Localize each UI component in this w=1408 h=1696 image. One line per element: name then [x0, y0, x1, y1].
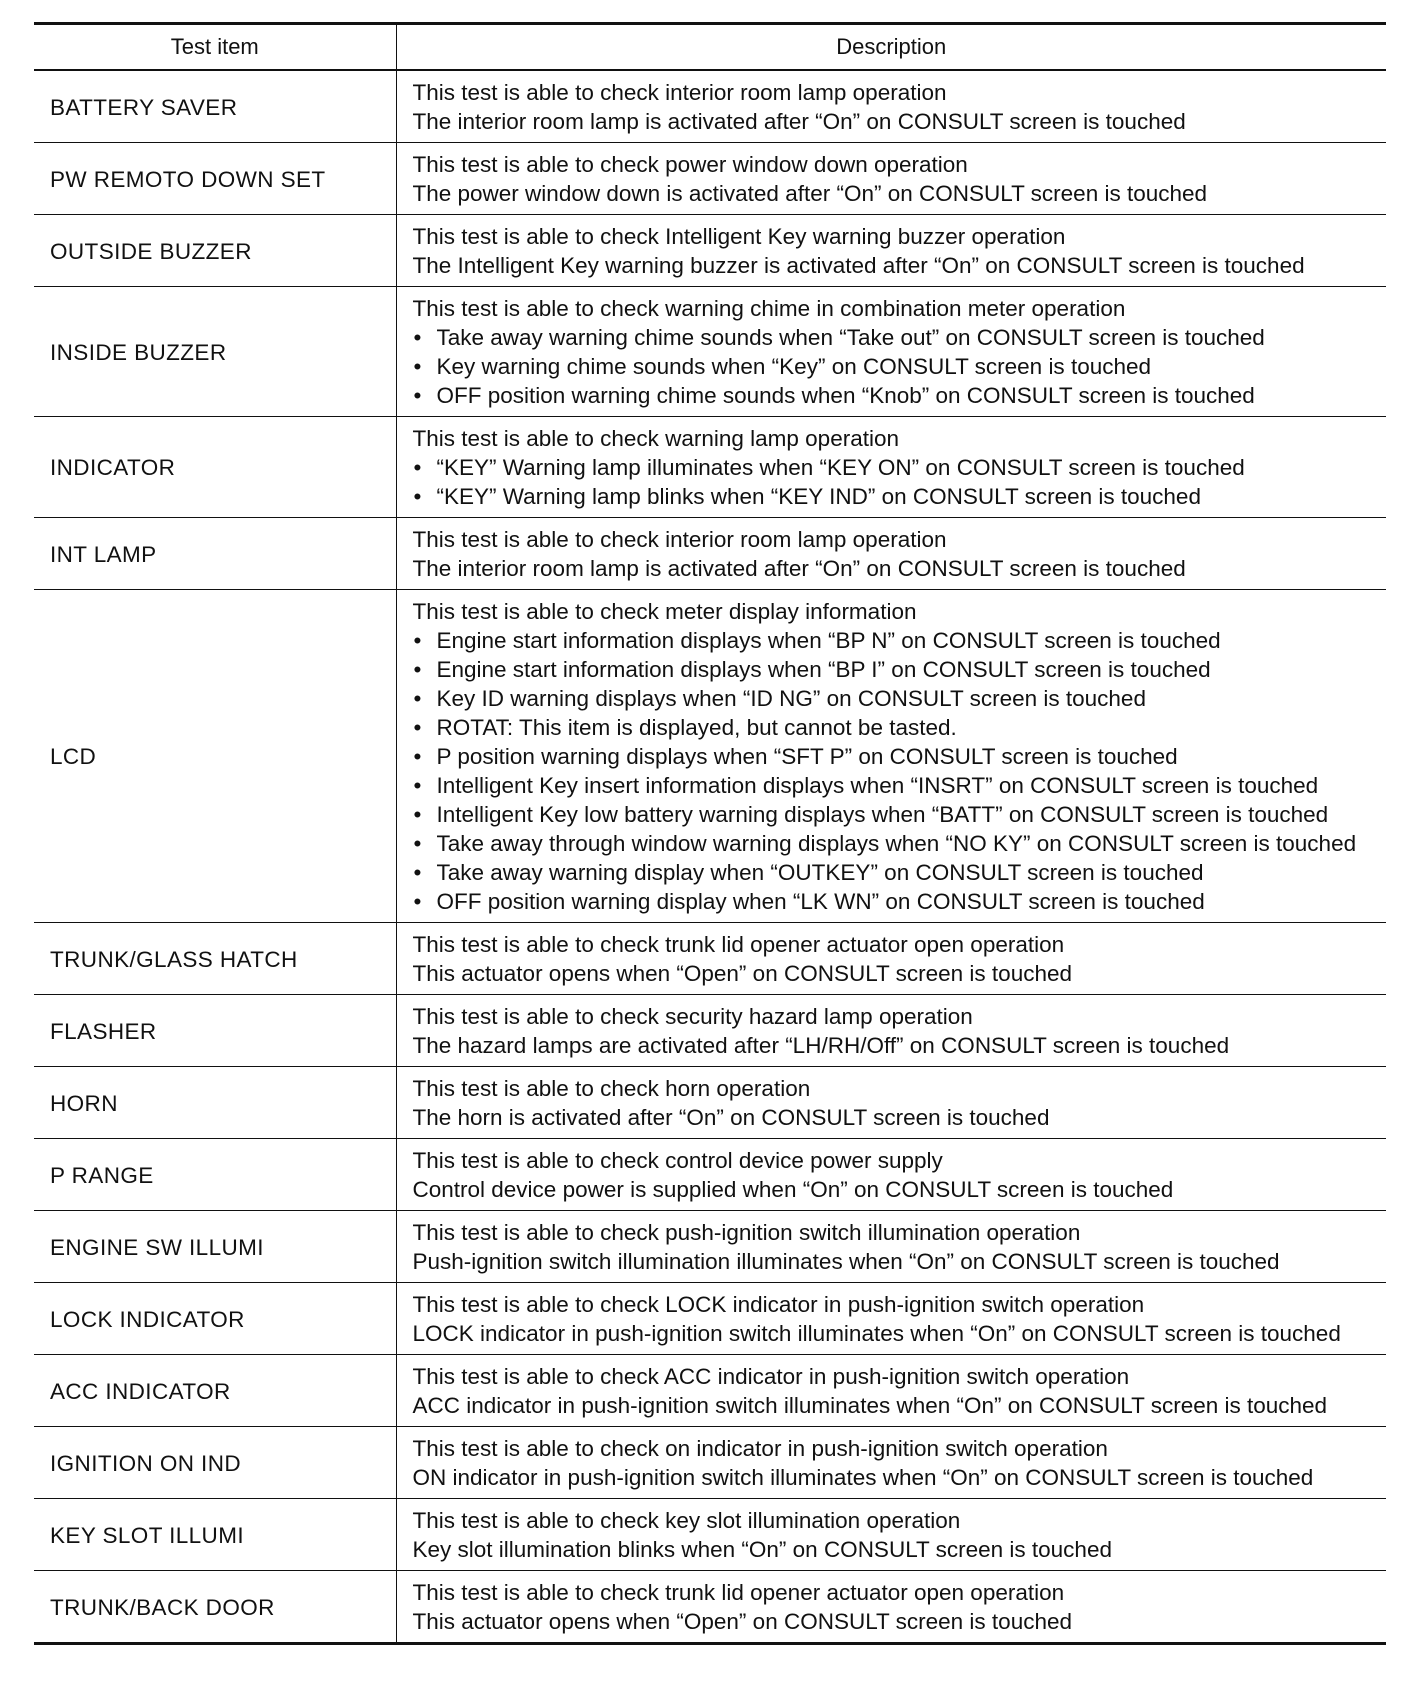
description-bullet: • Take away through window warning displays when “NO KY” on CONSULT screen is touched: [413, 829, 1379, 858]
description-line: The hazard lamps are activated after “LH/RH/Off” on CONSULT screen is touched: [412, 1033, 1230, 1058]
description-cell: [396, 1355, 1386, 1427]
description-line: This test is able to check warning lamp operation: [412, 426, 899, 451]
table-row: [34, 1427, 1386, 1499]
description-cell: [396, 518, 1386, 590]
test-item-cell: INT LAMP: [34, 518, 396, 590]
description-line: The interior room lamp is activated after “On” on CONSULT screen is touched: [412, 109, 1186, 134]
table-row: [34, 923, 1386, 995]
test-item-cell: TRUNK/BACK DOOR: [34, 1571, 396, 1644]
table-row: [34, 1139, 1386, 1211]
description-line: This test is able to check interior room lamp operation: [412, 527, 947, 552]
test-item-cell: LCD: [34, 590, 396, 923]
header-description: Description: [396, 24, 1386, 71]
description-bullet: • Key warning chime sounds when “Key” on CONSULT screen is touched: [413, 352, 1379, 381]
description-cell: [396, 417, 1386, 518]
description-line: This test is able to check key slot illumination operation: [412, 1508, 961, 1533]
description-line: This test is able to check warning chime in combination meter operation: [412, 296, 1126, 321]
description-line: This actuator opens when “Open” on CONSULT screen is touched: [412, 961, 1072, 986]
description-cell: [396, 287, 1386, 417]
table-row: [34, 1211, 1386, 1283]
description-line: The horn is activated after “On” on CONSULT screen is touched: [412, 1105, 1050, 1130]
description-line: This test is able to check trunk lid opener actuator open operation: [412, 932, 1065, 957]
description-bullet: • OFF position warning chime sounds when “Knob” on CONSULT screen is touched: [413, 381, 1379, 410]
description-cell: [396, 143, 1386, 215]
description-cell: [396, 1139, 1386, 1211]
description-bullet: • ROTAT: This item is displayed, but cannot be tasted.: [413, 713, 1379, 742]
description-line: This test is able to check interior room lamp operation: [412, 80, 947, 105]
test-item-cell: P RANGE: [34, 1139, 396, 1211]
description-line: LOCK indicator in push-ignition switch illuminates when “On” on CONSULT screen is touched: [412, 1321, 1341, 1346]
test-item-cell: IGNITION ON IND: [34, 1427, 396, 1499]
description-cell: [396, 923, 1386, 995]
description-cell: [396, 1571, 1386, 1644]
table-row: [34, 1067, 1386, 1139]
table-row: [34, 143, 1386, 215]
description-cell: [396, 1283, 1386, 1355]
test-item-cell: INDICATOR: [34, 417, 396, 518]
table-row: [34, 518, 1386, 590]
description-line: The Intelligent Key warning buzzer is activated after “On” on CONSULT screen is touched: [412, 253, 1305, 278]
description-line: The power window down is activated after “On” on CONSULT screen is touched: [412, 181, 1208, 206]
description-bullet: • Engine start information displays when “BP I” on CONSULT screen is touched: [413, 655, 1379, 684]
description-cell: [396, 1499, 1386, 1571]
table-row: [34, 1283, 1386, 1355]
active-test-table: [34, 22, 1386, 1645]
description-line: This actuator opens when “Open” on CONSULT screen is touched: [412, 1609, 1072, 1634]
description-line: This test is able to check trunk lid opener actuator open operation: [412, 1580, 1065, 1605]
description-line: This test is able to check power window down operation: [412, 152, 968, 177]
description-cell: [396, 590, 1386, 923]
description-cell: [396, 1427, 1386, 1499]
table-row: [34, 215, 1386, 287]
description-line: This test is able to check control device power supply: [412, 1148, 943, 1173]
test-item-cell: ENGINE SW ILLUMI: [34, 1211, 396, 1283]
description-line: The interior room lamp is activated after “On” on CONSULT screen is touched: [412, 556, 1186, 581]
description-cell: [396, 70, 1386, 143]
description-bullet: • Engine start information displays when “BP N” on CONSULT screen is touched: [413, 626, 1379, 655]
description-bullet: • OFF position warning display when “LK WN” on CONSULT screen is touched: [413, 887, 1379, 916]
description-line: Push-ignition switch illumination illuminates when “On” on CONSULT screen is touched: [412, 1249, 1280, 1274]
table-row: [34, 995, 1386, 1067]
table-row: [34, 70, 1386, 143]
description-cell: [396, 1211, 1386, 1283]
description-cell: [396, 1067, 1386, 1139]
description-cell: [396, 995, 1386, 1067]
description-cell: [396, 215, 1386, 287]
table-row: [34, 1499, 1386, 1571]
table-row: [34, 417, 1386, 518]
description-bullet: • Key ID warning displays when “ID NG” on CONSULT screen is touched: [413, 684, 1379, 713]
test-item-cell: KEY SLOT ILLUMI: [34, 1499, 396, 1571]
table-row: [34, 1571, 1386, 1644]
test-item-cell: OUTSIDE BUZZER: [34, 215, 396, 287]
description-bullet: • Intelligent Key low battery warning displays when “BATT” on CONSULT screen is touched: [413, 800, 1379, 829]
table-row: [34, 590, 1386, 923]
description-bullet: • Take away warning display when “OUTKEY” on CONSULT screen is touched: [413, 858, 1379, 887]
description-line: This test is able to check security hazard lamp operation: [412, 1004, 973, 1029]
description-line: This test is able to check horn operation: [412, 1076, 811, 1101]
test-item-cell: ACC INDICATOR: [34, 1355, 396, 1427]
description-bullet: • P position warning displays when “SFT P” on CONSULT screen is touched: [413, 742, 1379, 771]
description-bullet: • “KEY” Warning lamp blinks when “KEY IND” on CONSULT screen is touched: [413, 482, 1379, 511]
table-row: [34, 1355, 1386, 1427]
description-line: This test is able to check meter display information: [412, 599, 917, 624]
table-header-row: [34, 24, 1386, 71]
test-item-cell: PW REMOTO DOWN SET: [34, 143, 396, 215]
test-item-cell: LOCK INDICATOR: [34, 1283, 396, 1355]
description-line: This test is able to check push-ignition switch illumination operation: [412, 1220, 1081, 1245]
description-line: ACC indicator in push-ignition switch illuminates when “On” on CONSULT screen is touched: [412, 1393, 1328, 1418]
description-line: This test is able to check Intelligent Key warning buzzer operation: [412, 224, 1066, 249]
test-item-cell: TRUNK/GLASS HATCH: [34, 923, 396, 995]
header-test-item: Test item: [34, 24, 396, 71]
test-item-cell: BATTERY SAVER: [34, 70, 396, 143]
description-line: Control device power is supplied when “On” on CONSULT screen is touched: [412, 1177, 1174, 1202]
description-line: This test is able to check LOCK indicator in push-ignition switch operation: [412, 1292, 1145, 1317]
description-bullet: • Intelligent Key insert information displays when “INSRT” on CONSULT screen is touched: [413, 771, 1379, 800]
active-test-table-container: [34, 22, 1386, 1645]
description-line: ON indicator in push-ignition switch illuminates when “On” on CONSULT screen is touched: [412, 1465, 1314, 1490]
table-row: [34, 287, 1386, 417]
test-item-cell: HORN: [34, 1067, 396, 1139]
description-line: Key slot illumination blinks when “On” on CONSULT screen is touched: [412, 1537, 1112, 1562]
test-item-cell: INSIDE BUZZER: [34, 287, 396, 417]
description-line: This test is able to check ACC indicator in push-ignition switch operation: [412, 1364, 1130, 1389]
description-bullet: • Take away warning chime sounds when “Take out” on CONSULT screen is touched: [413, 323, 1379, 352]
table-body: [34, 70, 1386, 1644]
description-line: This test is able to check on indicator in push-ignition switch operation: [412, 1436, 1108, 1461]
test-item-cell: FLASHER: [34, 995, 396, 1067]
description-bullet: • “KEY” Warning lamp illuminates when “KEY ON” on CONSULT screen is touched: [413, 453, 1379, 482]
